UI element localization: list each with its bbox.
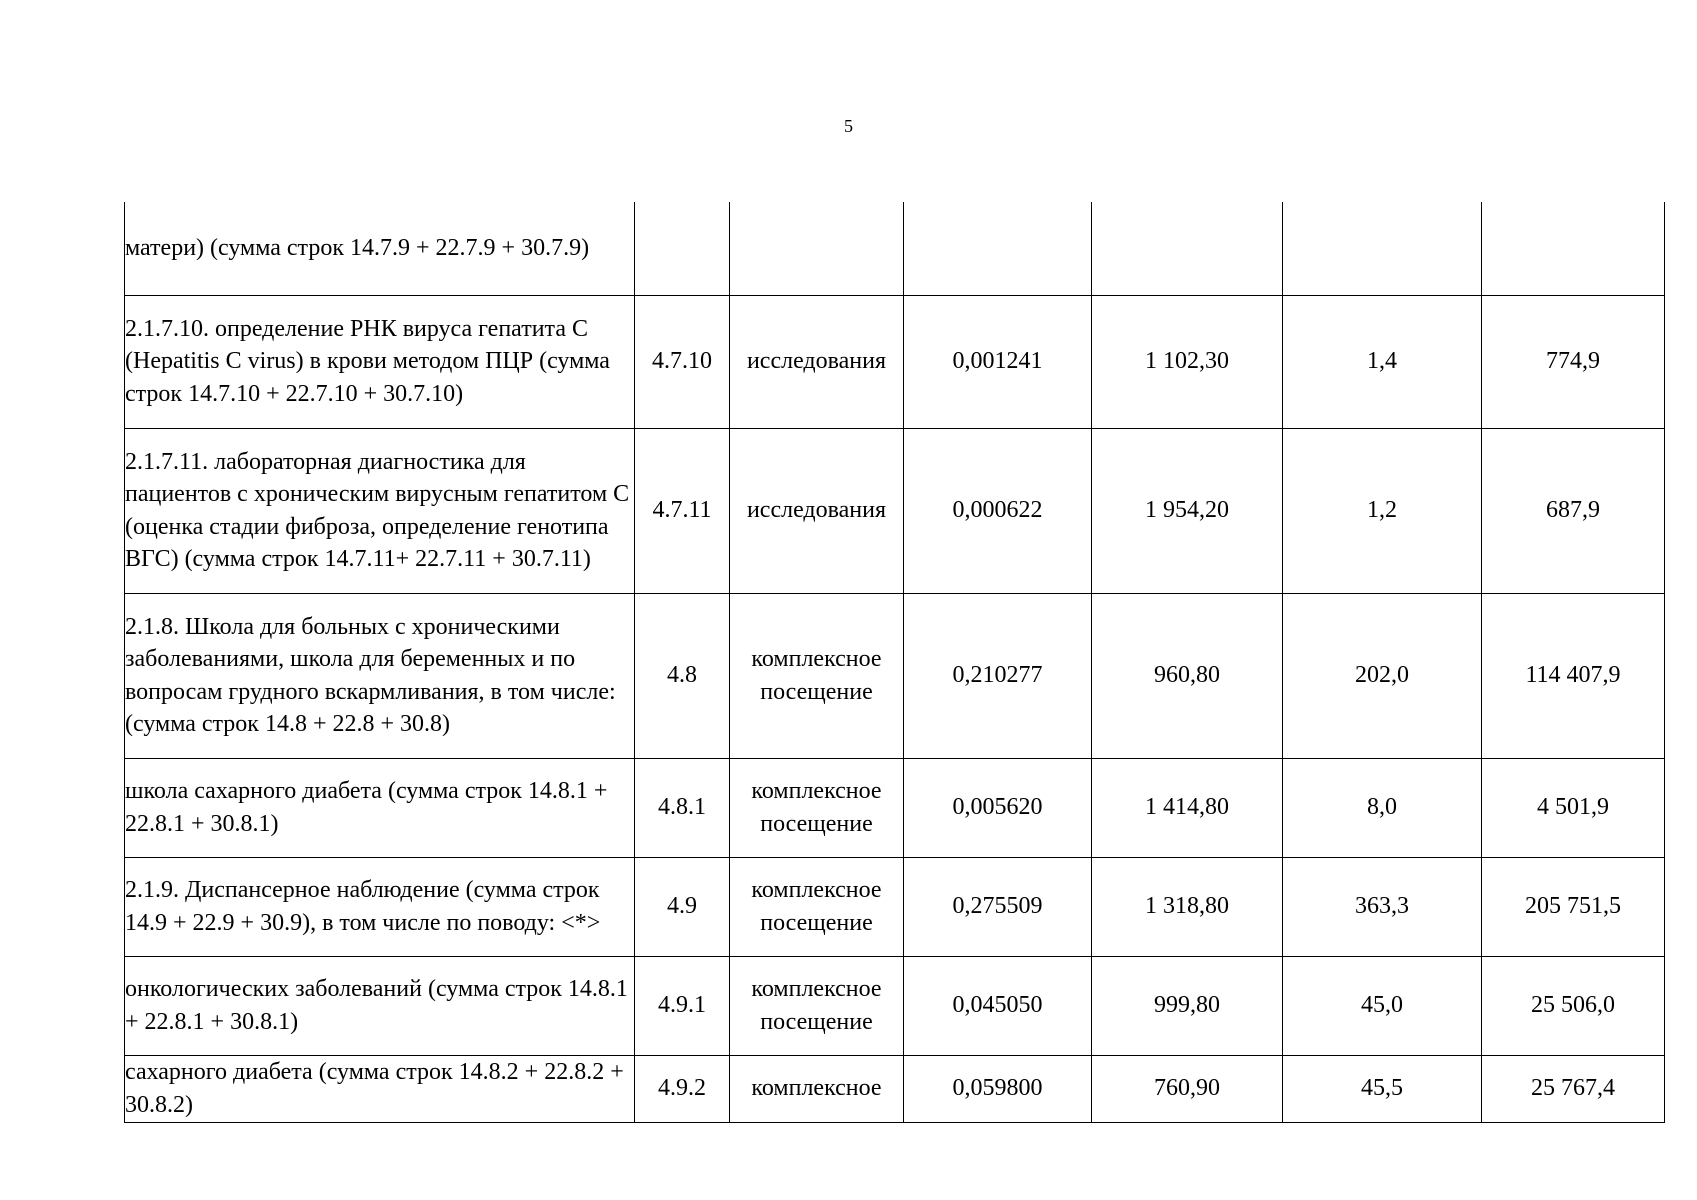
row-code: 4.8 bbox=[635, 593, 730, 758]
row-norm: 0,005620 bbox=[904, 758, 1092, 857]
row-per-capita: 1,4 bbox=[1283, 295, 1482, 428]
row-total: 4 501,9 bbox=[1482, 758, 1665, 857]
row-description: школа сахарного диабета (сумма строк 14.8.1 + 22.8.1 + 30.8.1) bbox=[125, 758, 635, 857]
row-cost: 1 102,30 bbox=[1092, 295, 1283, 428]
row-per-capita: 45,5 bbox=[1283, 1055, 1482, 1122]
row-description: матери) (сумма строк 14.7.9 + 22.7.9 + 30.7.9) bbox=[125, 202, 635, 295]
row-cost: 1 318,80 bbox=[1092, 857, 1283, 956]
row-norm: 0,001241 bbox=[904, 295, 1092, 428]
table-row bbox=[125, 428, 1665, 593]
row-per-capita: 8,0 bbox=[1283, 758, 1482, 857]
row-total: 114 407,9 bbox=[1482, 593, 1665, 758]
row-norm: 0,210277 bbox=[904, 593, 1092, 758]
row-total bbox=[1482, 202, 1665, 295]
row-code: 4.7.11 bbox=[635, 428, 730, 593]
row-norm: 0,045050 bbox=[904, 956, 1092, 1055]
row-cost: 1 414,80 bbox=[1092, 758, 1283, 857]
row-description: 2.1.8. Школа для больных с хроническими заболеваниями, школа для беременных и по вопросам грудного вскармливания, в том числе: (сумма строк 14.8 + 22.8 + 30.8) bbox=[125, 593, 635, 758]
row-norm: 0,059800 bbox=[904, 1055, 1092, 1122]
row-per-capita: 202,0 bbox=[1283, 593, 1482, 758]
row-code: 4.8.1 bbox=[635, 758, 730, 857]
row-cost: 1 954,20 bbox=[1092, 428, 1283, 593]
row-total: 687,9 bbox=[1482, 428, 1665, 593]
table-row bbox=[125, 857, 1665, 956]
row-total: 774,9 bbox=[1482, 295, 1665, 428]
row-description: 2.1.7.11. лабораторная диагностика для пациентов с хроническим вирусным гепатитом C (оценка стадии фиброза, определение генотипа ВГС) (сумма строк 14.7.11+ 22.7.11 + 30.7.11) bbox=[125, 428, 635, 593]
row-unit: исследования bbox=[730, 295, 904, 428]
row-cost bbox=[1092, 202, 1283, 295]
row-per-capita: 363,3 bbox=[1283, 857, 1482, 956]
row-code bbox=[635, 202, 730, 295]
row-cost: 760,90 bbox=[1092, 1055, 1283, 1122]
row-cost: 960,80 bbox=[1092, 593, 1283, 758]
row-norm bbox=[904, 202, 1092, 295]
table-row bbox=[125, 758, 1665, 857]
row-per-capita: 45,0 bbox=[1283, 956, 1482, 1055]
row-code: 4.9.2 bbox=[635, 1055, 730, 1122]
row-total: 205 751,5 bbox=[1482, 857, 1665, 956]
row-description: онкологических заболеваний (сумма строк 14.8.1 + 22.8.1 + 30.8.1) bbox=[125, 956, 635, 1055]
table-row bbox=[125, 295, 1665, 428]
row-unit: комплексное посещение bbox=[730, 857, 904, 956]
row-code: 4.9.1 bbox=[635, 956, 730, 1055]
table-row bbox=[125, 593, 1665, 758]
row-description: 2.1.7.10. определение РНК вируса гепатита C (Hepatitis C virus) в крови методом ПЦР (сумма строк 14.7.10 + 22.7.10 + 30.7.10) bbox=[125, 295, 635, 428]
table-row bbox=[125, 1055, 1665, 1122]
table-row bbox=[125, 202, 1665, 295]
row-code: 4.7.10 bbox=[635, 295, 730, 428]
row-per-capita bbox=[1283, 202, 1482, 295]
row-unit: комплексное bbox=[730, 1055, 904, 1122]
row-code: 4.9 bbox=[635, 857, 730, 956]
row-norm: 0,000622 bbox=[904, 428, 1092, 593]
row-unit: комплексное посещение bbox=[730, 593, 904, 758]
row-per-capita: 1,2 bbox=[1283, 428, 1482, 593]
row-total: 25 767,4 bbox=[1482, 1055, 1665, 1122]
table-row bbox=[125, 956, 1665, 1055]
row-unit bbox=[730, 202, 904, 295]
row-description: 2.1.9. Диспансерное наблюдение (сумма строк 14.9 + 22.9 + 30.9), в том числе по поводу: <*> bbox=[125, 857, 635, 956]
row-norm: 0,275509 bbox=[904, 857, 1092, 956]
row-description: сахарного диабета (сумма строк 14.8.2 + 22.8.2 + 30.8.2) bbox=[125, 1055, 635, 1122]
row-unit: комплексное посещение bbox=[730, 758, 904, 857]
page-number: 5 bbox=[844, 116, 853, 136]
row-total: 25 506,0 bbox=[1482, 956, 1665, 1055]
row-cost: 999,80 bbox=[1092, 956, 1283, 1055]
data-table bbox=[124, 202, 1665, 1123]
row-unit: комплексное посещение bbox=[730, 956, 904, 1055]
row-unit: исследования bbox=[730, 428, 904, 593]
